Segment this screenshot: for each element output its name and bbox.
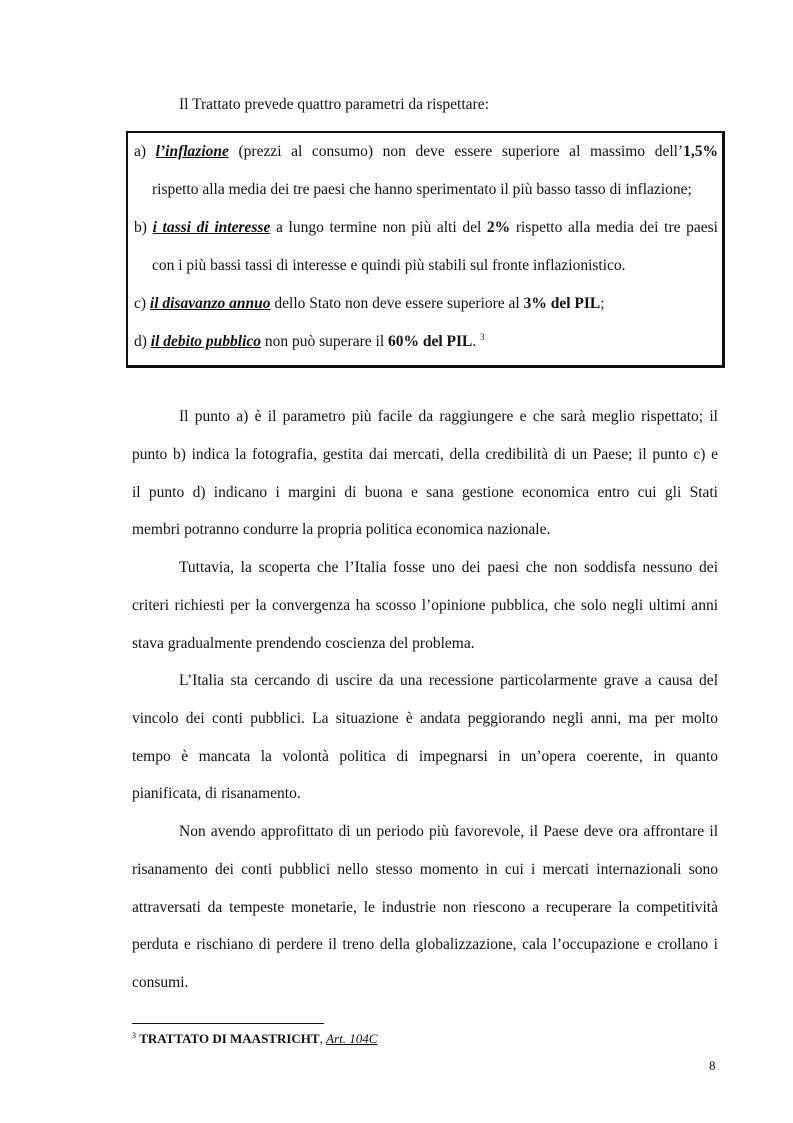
page-number: 8 bbox=[709, 1058, 716, 1073]
paragraph-line: risanamento dei conti pubblici nello stesso momento in cui i mercati internazionali sono bbox=[132, 860, 718, 878]
paragraph-line: criteri richiesti per la convergenza ha scosso l’opinione pubblica, che solo negli ultimi anni bbox=[132, 596, 718, 614]
paragraph-2 bbox=[132, 549, 718, 662]
criterion-c-value: 3% del PIL bbox=[523, 295, 601, 312]
criterion-a-term: l’inflazione bbox=[155, 143, 229, 160]
footnote-source: TRATTATO DI MAASTRICHT bbox=[139, 1031, 320, 1046]
criterion-b-marker: b) bbox=[134, 219, 147, 236]
paragraph-line: punto b) indica la fotografia, gestita dai mercati, della credibilità di un Paese; il punto c) e bbox=[132, 445, 718, 463]
criterion-a-marker: a) bbox=[134, 143, 147, 160]
criterion-c-text: dello Stato non deve essere superiore al bbox=[270, 295, 524, 312]
criterion-a-value: 1,5% bbox=[683, 143, 718, 160]
paragraph-3 bbox=[132, 662, 718, 813]
paragraph-line: stava gradualmente prendendo coscienza del problema. bbox=[132, 634, 475, 652]
criteria-box bbox=[126, 131, 725, 368]
criterion-b-line2: con i più bassi tassi di interesse e quindi più stabili sul fronte inflazionistico. bbox=[152, 257, 626, 274]
paragraph-line: Il punto a) è il parametro più facile da raggiungere e che sarà meglio rispettato; il bbox=[179, 408, 718, 425]
paragraph-line: Non avendo approfittato di un periodo più favorevole, il Paese deve ora affrontare il bbox=[179, 823, 718, 840]
criterion-a-line2: rispetto alla media dei tre paesi che hanno sperimentato il più basso tasso di inflazione; bbox=[152, 181, 692, 198]
criterion-b-value: 2% bbox=[486, 219, 511, 236]
paragraph-4 bbox=[132, 813, 718, 1002]
criterion-b-text: a lungo termine non più alti del bbox=[270, 219, 487, 236]
criterion-d-line bbox=[134, 323, 718, 361]
paragraph-line: pianificata, di risanamento. bbox=[132, 785, 301, 803]
footnote-divider bbox=[132, 1023, 324, 1024]
criterion-c-marker: c) bbox=[134, 295, 147, 312]
criterion-c-text-after: ; bbox=[600, 295, 605, 312]
footnote-number: 3 bbox=[132, 1031, 136, 1040]
footnote-ref[interactable]: 3 bbox=[480, 332, 485, 342]
footnote-article-link[interactable]: Art. 104C bbox=[326, 1031, 378, 1046]
paragraph-line: membri potranno condurre la propria politica economica nazionale. bbox=[132, 521, 551, 539]
criterion-d-value: 60% del PIL bbox=[388, 333, 473, 350]
paragraph-line: Tuttavia, la scoperta che l’Italia fosse uno dei paesi che non soddisfa nessuno dei bbox=[179, 559, 718, 576]
footnote-separator: , bbox=[319, 1031, 327, 1046]
paragraph-line: attraversati da tempeste monetarie, le industrie non riescono a recuperare la competitività bbox=[132, 898, 718, 916]
paragraph-line: L’Italia sta cercando di uscire da una recessione particolarmente grave a causa del bbox=[179, 672, 718, 689]
criterion-a-line1 bbox=[134, 133, 718, 171]
criterion-d-term: il debito pubblico bbox=[150, 333, 262, 350]
intro-line: Il Trattato prevede quattro parametri da rispettare: bbox=[179, 96, 489, 113]
paragraph-line: vincolo dei conti pubblici. La situazione è andata peggiorando negli anni, ma per molto bbox=[132, 709, 718, 727]
paragraph-line: tempo è mancata la volontà politica di impegnarsi in un’opera coerente, in quanto bbox=[132, 747, 718, 765]
criterion-d-marker: d) bbox=[134, 333, 147, 350]
paragraph-1 bbox=[132, 398, 718, 549]
paragraph-line: il punto d) indicano i margini di buona e sana gestione economica entro cui gli Stati bbox=[132, 483, 718, 501]
footnote bbox=[132, 1031, 377, 1047]
criterion-b-term: i tassi di interesse bbox=[152, 219, 271, 236]
paragraph-line: perduta e rischiano di perdere il treno della globalizzazione, cala l’occupazione e crollano i bbox=[132, 936, 718, 954]
criterion-b-line1 bbox=[134, 209, 718, 247]
criterion-d-text-after: . bbox=[472, 333, 477, 350]
paragraph-line: consumi. bbox=[132, 974, 189, 992]
criterion-c-line bbox=[134, 285, 718, 323]
criterion-a-text: (prezzi al consumo) non deve essere superiore al massimo dell’ bbox=[228, 143, 684, 160]
criterion-d-text: non può superare il bbox=[261, 333, 388, 350]
criterion-c-term: il disavanzo annuo bbox=[149, 295, 271, 312]
criterion-b-text-after: rispetto alla media dei tre paesi bbox=[510, 219, 718, 236]
